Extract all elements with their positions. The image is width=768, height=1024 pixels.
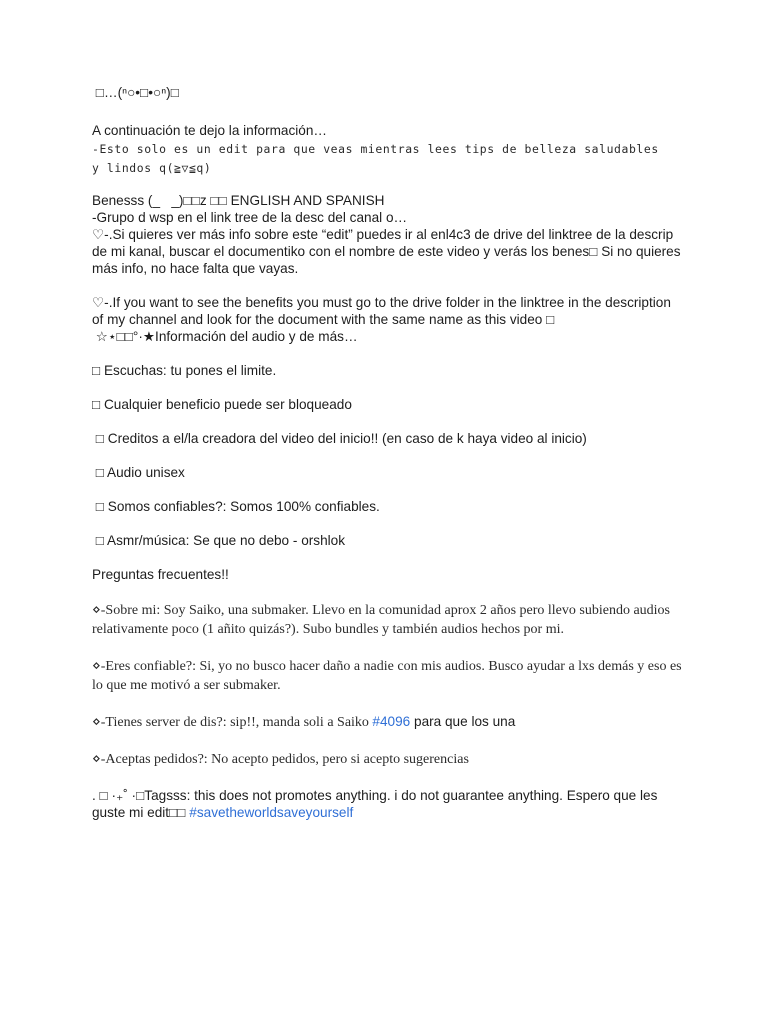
- tags-line-2: [92, 804, 682, 821]
- spanish-paragraph: ♡-.Si quieres ver más info sobre este “edit” puedes ir al enl4c3 de drive del linktree de la descrip de mi kanal, buscar el documentiko con el nombre de este video y verás los benes□ Si no quieres más info, no hace falta que vayas.: [92, 227, 681, 276]
- faq-server-text: ⋄-Tienes server de dis?: sip!!, manda soli a Saiko: [92, 715, 373, 730]
- hashtag-link[interactable]: #savetheworldsaveyourself: [189, 805, 354, 820]
- faq-confiable: ⋄-Eres confiable?: Si, yo no busco hacer daño a nadie con mis audios. Busco ayudar a lxs demás y eso es lo que me motivó a ser submaker.: [92, 659, 682, 693]
- audio-info-heading: ☆⋆□□°·★Información del audio y de más…: [92, 329, 358, 344]
- info-item-asmr: □ Asmr/música: Se que no debo - orshlok: [92, 533, 346, 548]
- document-page: [92, 84, 682, 821]
- info-item-escuchas: □ Escuchas: tu pones el limite.: [92, 363, 277, 378]
- tags-line-1: . □ ·₊˚ ·□Tagsss: this does not promotes anything. i do not guarantee anything. Espero que les: [92, 788, 658, 803]
- server-tag-link[interactable]: #4096: [372, 714, 411, 729]
- header-kaomoji: □…(ⁿ○•□•○ⁿ)□: [92, 85, 179, 100]
- faq-heading: Preguntas frecuentes!!: [92, 567, 229, 582]
- group-line: -Grupo d wsp en el link tree de la desc del canal o…: [92, 210, 408, 225]
- info-item-creditos: □ Creditos a el/la creadora del video del inicio!! (en caso de k haya video al inicio): [92, 431, 587, 446]
- info-item-confiables: □ Somos confiables?: Somos 100% confiables.: [92, 499, 380, 514]
- faq-server-suffix: para que los una: [410, 714, 516, 729]
- tags-line-2-text: guste mi edit□□: [92, 805, 190, 820]
- info-item-beneficio: □ Cualquier beneficio puede ser bloqueado: [92, 397, 352, 412]
- faq-pedidos: ⋄-Aceptas pedidos?: No acepto pedidos, pero si acepto sugerencias: [92, 752, 469, 767]
- benefits-heading: Benesss (_ _)□□z □□ ENGLISH AND SPANISH: [92, 193, 385, 208]
- faq-sobre-mi: ⋄-Sobre mi: Soy Saiko, una submaker. Llevo en la comunidad aprox 2 años pero llevo subiendo audios relativamente poco (1 añito quizás?). Subo bundles y también audios hechos por mi.: [92, 603, 670, 637]
- english-paragraph: ♡-.If you want to see the benefits you must go to the drive folder in the linktree in the description of my channel and look for the document with the same name as this video □: [92, 295, 671, 327]
- info-item-audio-unisex: □ Audio unisex: [92, 465, 185, 480]
- intro-line: A continuación te dejo la información…: [92, 123, 328, 138]
- mono-line-1: -Esto solo es un edit para que veas mientras lees tips de belleza saludables: [92, 142, 659, 156]
- faq-server: [92, 713, 682, 732]
- mono-line-2: y lindos q(≧▽≦q): [92, 161, 212, 175]
